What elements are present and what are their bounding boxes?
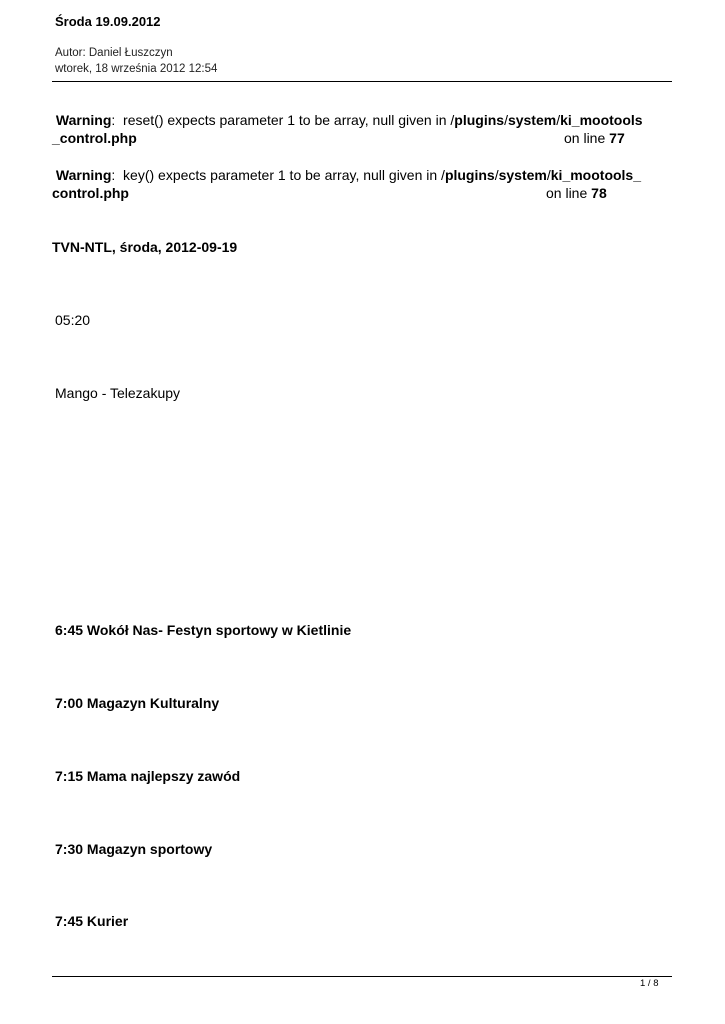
path-part: ki_mootools_ [550, 167, 642, 183]
path-part: system [507, 112, 557, 128]
warning-text: key() expects parameter 1 to be array, null given in / [123, 167, 445, 183]
warning-label: Warning [55, 112, 112, 128]
line-number: 77 [609, 130, 625, 146]
path-sep: / [546, 167, 551, 183]
path-sep: / [494, 167, 499, 183]
path-part: plugins [444, 167, 495, 183]
page-number: 1 / 8 [640, 978, 659, 989]
path-part: ki_mootools [560, 112, 643, 128]
file-name: _control.php [52, 130, 137, 146]
path-sep: / [504, 112, 508, 128]
slot-time: 05:20 [55, 312, 91, 328]
footer-divider [52, 976, 672, 977]
programme-item: 7:15 Mama najlepszy zawód [55, 768, 241, 784]
author-line: Autor: Daniel Łuszczyn [55, 47, 173, 59]
on-line-label: on line [546, 185, 588, 201]
page-title: Środa 19.09.2012 [55, 14, 161, 29]
file-name: control.php [52, 185, 129, 201]
path-part: plugins [454, 112, 505, 128]
channel-heading: TVN-NTL, środa, 2012-09-19 [52, 239, 238, 255]
date-line: wtorek, 18 września 2012 12:54 [55, 63, 218, 75]
programme-item: 7:00 Magazyn Kulturalny [55, 695, 220, 711]
programme-item: 7:45 Kurier [55, 913, 129, 929]
path-sep: / [556, 112, 561, 128]
header-divider [52, 81, 672, 82]
programme-item: 6:45 Wokół Nas- Festyn sportowy w Kietlinie [55, 622, 352, 638]
line-number: 78 [591, 185, 607, 201]
warning-colon: : [111, 112, 116, 128]
on-line-label: on line [564, 130, 606, 146]
path-part: system [498, 167, 547, 183]
warning-line-ref [546, 184, 607, 202]
warning-label: Warning [55, 167, 112, 183]
programme-item: 7:30 Magazyn sportowy [55, 841, 213, 857]
slot-title: Mango - Telezakupy [55, 385, 181, 401]
warning-text: reset() expects parameter 1 to be array, null given in / [123, 112, 455, 128]
warning-line-ref [564, 129, 625, 147]
warning-colon: : [111, 167, 116, 183]
